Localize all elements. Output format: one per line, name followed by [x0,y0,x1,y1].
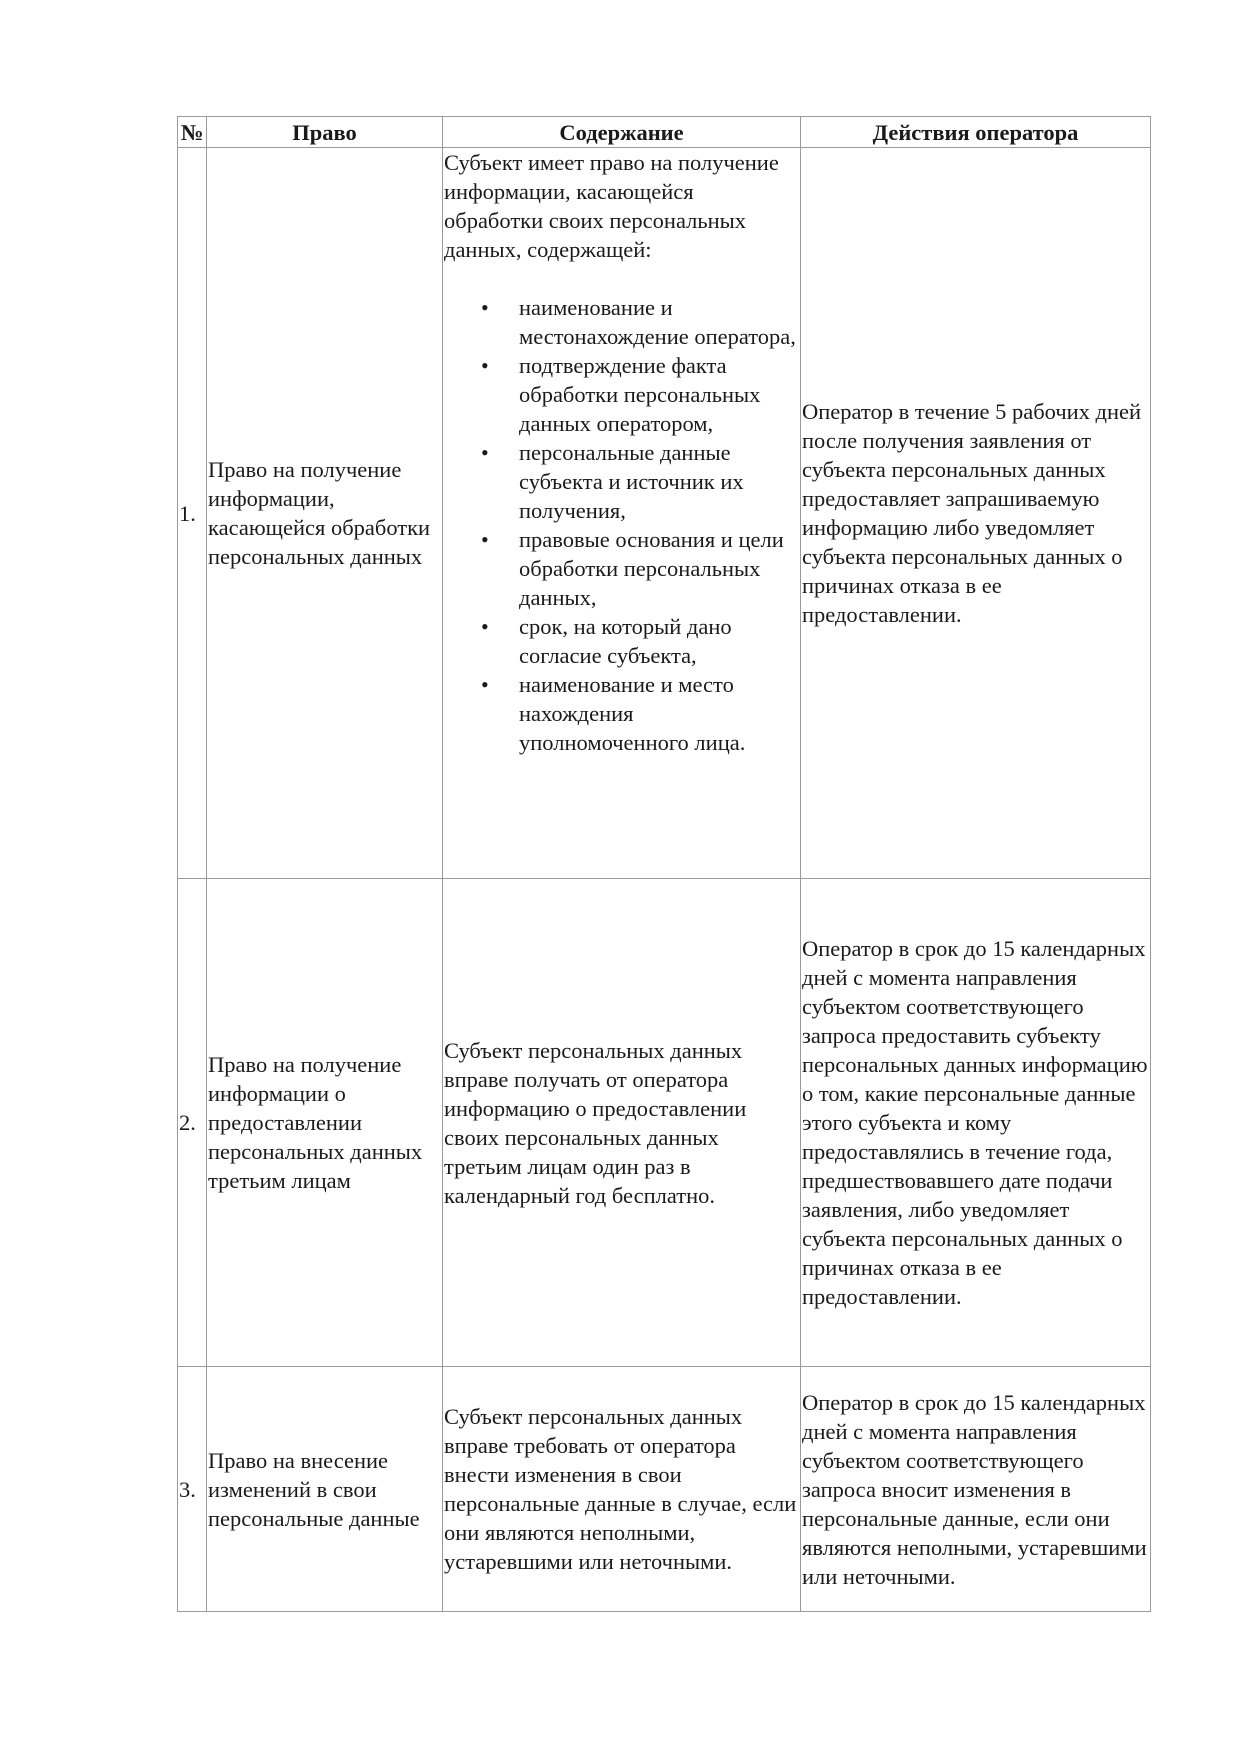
header-num: № [178,117,207,148]
operator-actions: Оператор в течение 5 рабочих дней после получения заявления от субъекта персональных данных предоставляет запрашиваемую информацию либо уведомляет субъекта персональных данных о причинах отказа в ее предоставлении. [801,148,1151,879]
list-item: • персональные данные субъекта и источник их получения, [519,438,798,525]
right-content: Субъект персональных данных вправе требовать от оператора внести изменения в свои персональные данные в случае, если они являются неполными, устаревшими или неточными. [443,1367,801,1612]
right-name: Право на получение информации, касающейся обработки персональных данных [207,148,443,879]
row-number: 3. [178,1367,207,1612]
operator-actions: Оператор в срок до 15 календарных дней с момента направления субъектом соответствующего запроса вносит изменения в персональные данные, если они являются неполными, устаревшими или неточными. [801,1367,1151,1612]
right-name: Право на получение информации о предоставлении персональных данных третьим лицам [207,879,443,1367]
right-name: Право на внесение изменений в свои персональные данные [207,1367,443,1612]
right-content [443,148,801,879]
list-item: • подтверждение факта обработки персональных данных оператором, [519,351,798,438]
table-row [178,879,1151,1367]
list-item: • наименование и место нахождения уполномоченного лица. [519,670,798,757]
list-item: • правовые основания и цели обработки персональных данных, [519,525,798,612]
rights-table [177,116,1151,1612]
content-list [444,293,798,757]
content-intro: Субъект имеет право на получение информации, касающейся обработки своих персональных данных, содержащей: [444,150,779,262]
list-item: • срок, на который дано согласие субъекта, [519,612,798,670]
table-row [178,148,1151,879]
table-row [178,1367,1151,1612]
table-header-row [178,117,1151,148]
operator-actions: Оператор в срок до 15 календарных дней с момента направления субъектом соответствующего запроса предоставить субъекту персональных данных информацию о том, какие персональные данные этого субъекта и кому предоставлялись в течение года, предшествовавшего дате подачи заявления, либо уведомляет субъекта персональных данных о причинах отказа в ее предоставлении. [801,879,1151,1367]
right-content: Субъект персональных данных вправе получать от оператора информацию о предоставлении своих персональных данных третьим лицам один раз в календарный год бесплатно. [443,879,801,1367]
row-number: 2. [178,879,207,1367]
row-number: 1. [178,148,207,879]
header-content: Содержание [443,117,801,148]
list-item: • наименование и местонахождение оператора, [519,293,798,351]
header-right: Право [207,117,443,148]
header-actions: Действия оператора [801,117,1151,148]
